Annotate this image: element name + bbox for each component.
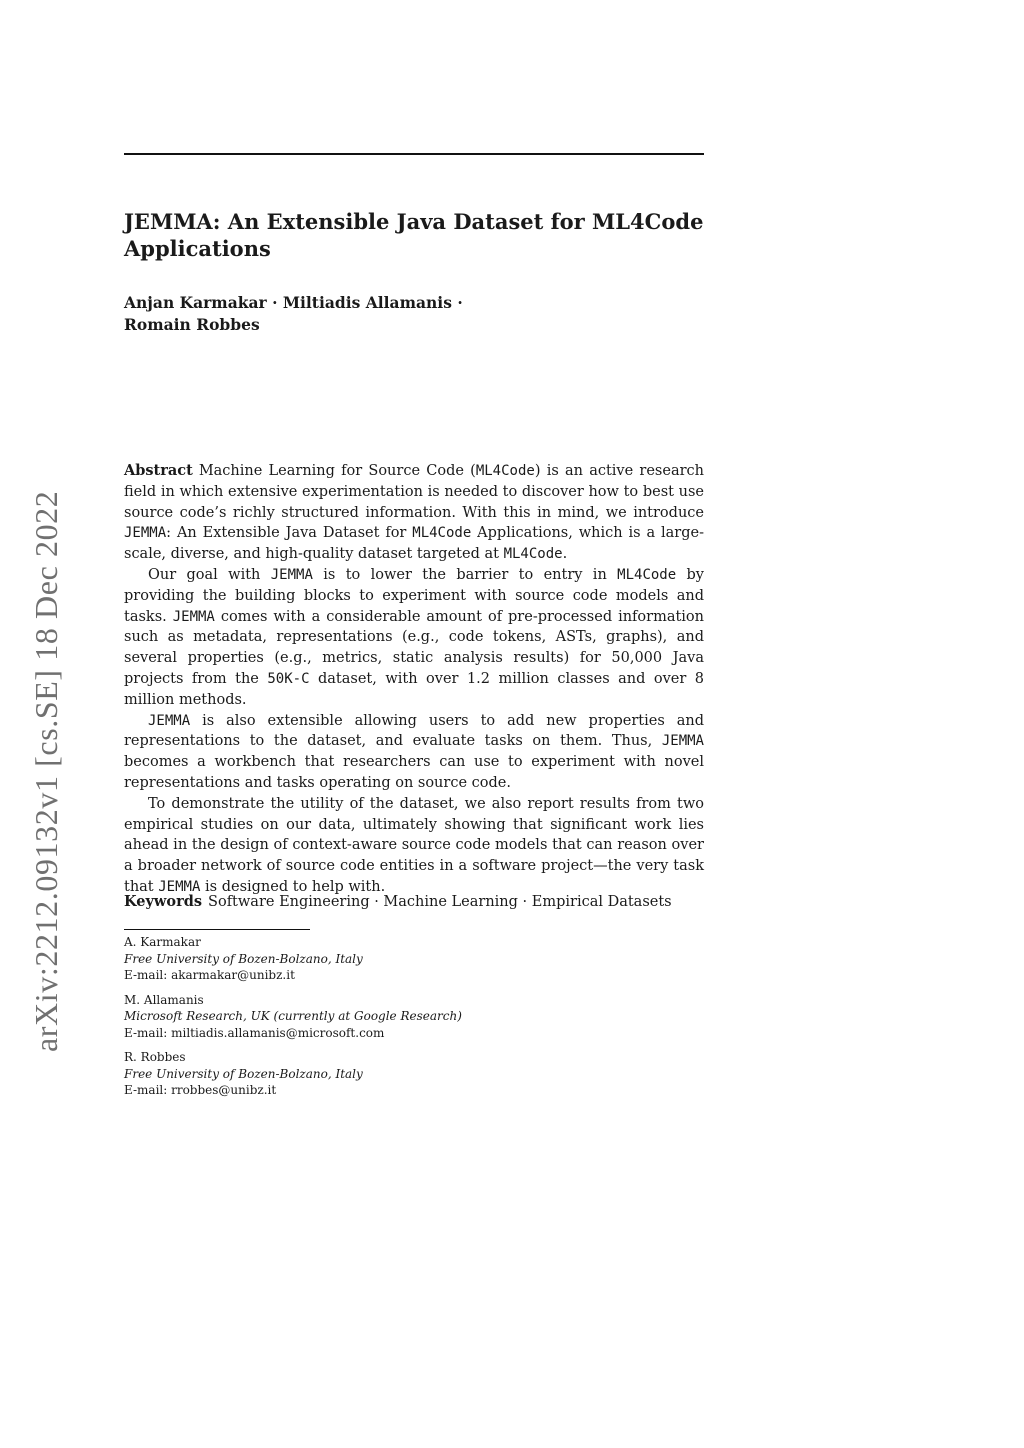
- abstract-section: [124, 461, 704, 898]
- code-term: JEMMA: [661, 733, 704, 750]
- keywords-heading: Keywords: [124, 893, 203, 910]
- abstract-paragraph-2: Our goal with JEMMA is to lower the barrier to entry in ML4Code by providing the building blocks to experiment with source code models and tasks. JEMMA comes with a considerable amount of pre-processed information such as metadata, representations (e.g., code tokens, ASTs, graphs), and several properties (e.g., metrics, static analysis results) for 50,000 Java projects from the 50K-C dataset, with over 1.2 million classes and over 8 million methods.: [124, 566, 705, 708]
- paper-title: JEMMA: An Extensible Java Dataset for ML4Code Applications: [124, 209, 704, 261]
- code-term: JEMMA: [172, 608, 215, 625]
- keywords-text: Software Engineering · Machine Learning · Empirical Datasets: [208, 894, 672, 910]
- footnote-name: A. Karmakar: [124, 935, 201, 949]
- abstract-paragraph-3: JEMMA is also extensible allowing users to add new properties and representations to the dataset, and evaluate tasks on them. Thus, JEMMA becomes a workbench that researchers can use to experiment with novel representations and tasks operating on source code.: [124, 712, 704, 791]
- footnote-affiliation: Free University of Bozen-Bolzano, Italy: [124, 951, 363, 966]
- authors-line-1: Anjan Karmakar · Miltiadis Allamanis ·: [124, 293, 463, 312]
- code-term: JEMMA: [148, 712, 191, 729]
- code-term: JEMMA: [124, 525, 167, 542]
- footnote-author-3: [124, 1049, 704, 1099]
- abstract-paragraph-4: To demonstrate the utility of the dataset, we also report results from two empirical studies on our data, ultimately showing that significant work lies ahead in the design of context-aware source code models that can reason over a broader network of source code entities in a software project—the very task that JEMMA is designed to help with.: [124, 795, 704, 895]
- footnote-email: E-mail: akarmakar@unibz.it: [124, 968, 295, 982]
- header-rule: [124, 153, 704, 155]
- footnote-author-2: [124, 992, 704, 1042]
- footnote-name: R. Robbes: [124, 1050, 186, 1064]
- abstract-paragraph-1: Abstract Machine Learning for Source Code (ML4Code) is an active research field in which extensive experimentation is needed to discover how to best use source code’s richly structured information. With this in mind, we introduce JEMMA: An Extensible Java Dataset for ML4Code Applications, which is a large-scale, diverse, and high-quality dataset targeted at ML4Code.: [124, 462, 704, 563]
- footnote-name: M. Allamanis: [124, 992, 204, 1007]
- footnote-email: E-mail: rrobbes@unibz.it: [124, 1083, 277, 1097]
- footnote-author-1: [124, 934, 704, 984]
- author-list: [124, 292, 724, 336]
- author-footnotes: [124, 934, 704, 1107]
- code-term: 50K-C: [267, 670, 310, 687]
- keywords-line: [124, 892, 704, 912]
- footnote-affiliation: Free University of Bozen-Bolzano, Italy: [124, 1066, 363, 1081]
- abstract-heading: Abstract: [124, 462, 193, 479]
- arxiv-identifier: arXiv:2212.09132v1 [cs.SE] 18 Dec 2022: [28, 490, 64, 1052]
- code-term: JEMMA: [158, 878, 201, 895]
- authors-line-2: Romain Robbes: [124, 315, 260, 334]
- footnote-affiliation: Microsoft Research, UK (currently at Google Research): [124, 1009, 462, 1023]
- footnote-email: E-mail: miltiadis.allamanis@microsoft.com: [124, 1025, 385, 1040]
- code-term: ML4Code: [475, 463, 535, 479]
- code-term: ML4Code: [617, 566, 677, 583]
- code-term: JEMMA: [270, 566, 313, 583]
- code-term: ML4Code: [503, 546, 563, 563]
- footnote-rule: [124, 929, 310, 930]
- code-term: ML4Code: [412, 525, 472, 542]
